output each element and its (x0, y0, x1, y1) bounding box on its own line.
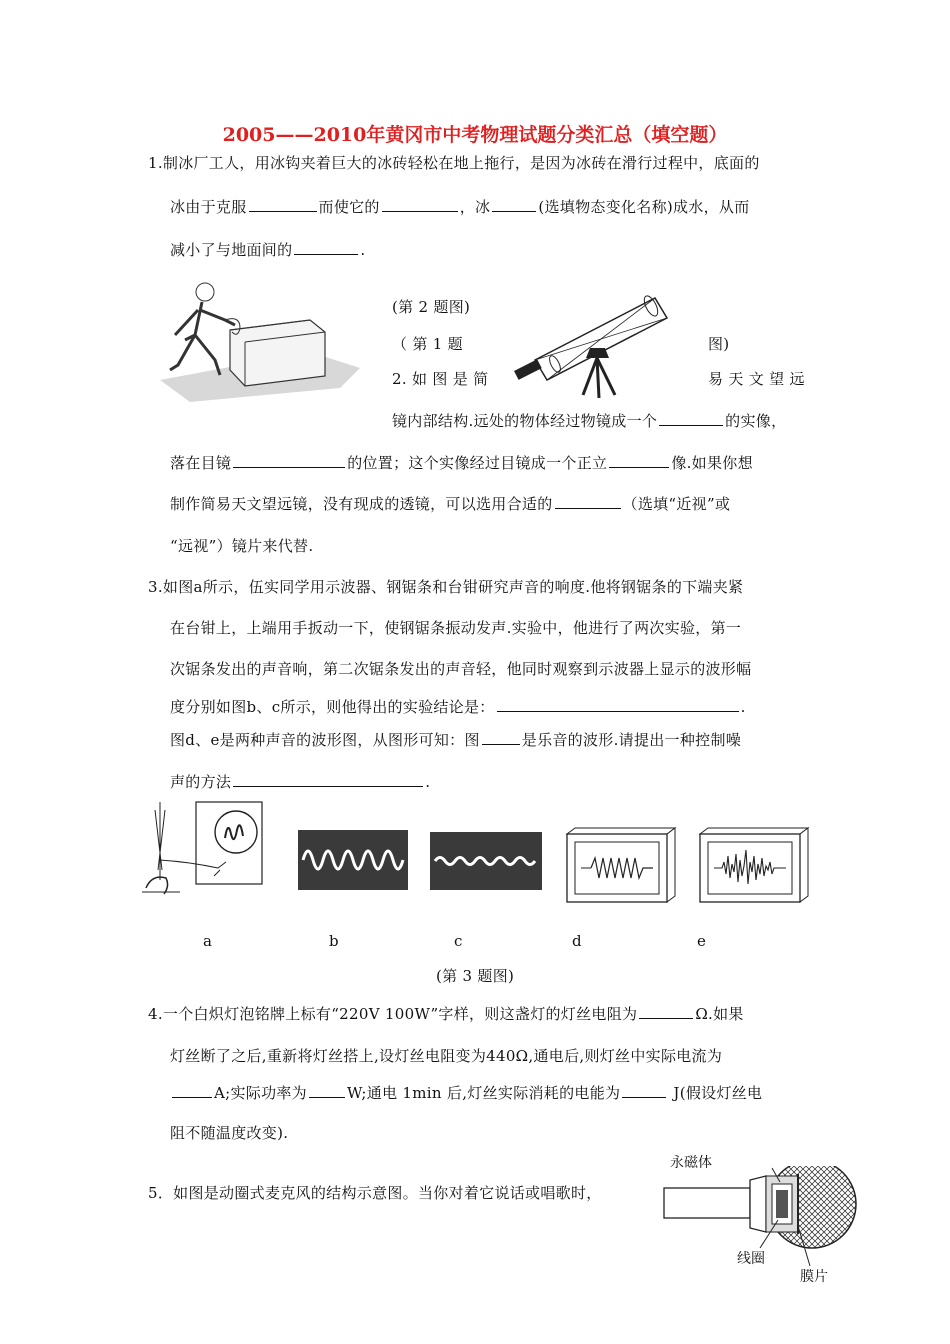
answer-blank (249, 197, 317, 212)
label-permanent-magnet: 永磁体 (670, 1155, 712, 1171)
answer-blank (639, 1004, 693, 1019)
q1-line-3 (170, 239, 365, 260)
fig2-caption: (第 2 题图) (392, 298, 471, 316)
q2-text: 的位置；这个实像经过目镜成一个正立 (347, 454, 608, 472)
q2-line-5: “远视”）镜片来代替. (170, 537, 314, 555)
figure-label-d: d (572, 932, 582, 950)
q2-line-1-left: 2. 如 图 是 简 (392, 370, 489, 388)
q3-text: . (425, 773, 431, 791)
q2-text: 镜内部结构.远处的物体经过物镜成一个 (392, 412, 658, 430)
answer-blank (609, 453, 669, 468)
q4-text: 4.一个白炽灯泡铭牌上标有“220V 100W”字样，则这盏灯的灯丝电阻为 (148, 1005, 638, 1023)
answer-blank (659, 411, 723, 426)
q2-line-4 (170, 493, 730, 514)
q3-text: . (740, 698, 746, 716)
q4-line-3 (170, 1082, 762, 1103)
answer-blank (555, 494, 621, 509)
answer-blank (497, 697, 739, 712)
q4-text: Ω.如果 (695, 1005, 744, 1023)
q4-text: A;实际功率为 (214, 1084, 307, 1102)
answer-blank (382, 197, 458, 212)
page-title: 2005——2010年黄冈市中考物理试题分类汇总（填空题） (222, 124, 728, 146)
q2-text: 制作简易天文望远镜，没有现成的透镜，可以选用合适的 (170, 495, 553, 513)
q2-line-1-right: 易 天 文 望 远 (708, 370, 805, 388)
figure-label-e: e (697, 932, 707, 950)
q4-line-1 (148, 1003, 744, 1024)
q2-text: 落在目镜 (170, 454, 232, 472)
q5-line-1: 5．如图是动圈式麦克风的结构示意图。当你对着它说话或唱歌时， (148, 1184, 602, 1202)
q3-line-4 (170, 696, 746, 717)
q3-text: 是乐音的波形.请提出一种控制噪 (521, 731, 742, 749)
q4-text: W;通电 1min 后,灯丝实际消耗的电能为 (347, 1084, 621, 1102)
answer-blank (492, 197, 536, 212)
q1-text: ，冰 (459, 198, 491, 216)
answer-blank (309, 1083, 345, 1098)
figure-label-a: a (203, 932, 213, 950)
q2-text: （选填“近视”或 (622, 495, 731, 513)
q1-text: . (360, 241, 366, 259)
answer-blank (294, 240, 358, 255)
label-diaphragm: 膜片 (800, 1269, 828, 1285)
q3-line-3: 次锯条发出的声音响，第二次锯条发出的声音轻，他同时观察到示波器上显示的波形幅 (170, 660, 752, 678)
q1-line-2 (170, 196, 750, 217)
answer-blank (233, 772, 423, 787)
q3-text: 声的方法 (170, 773, 232, 791)
figure-e-monitor (696, 826, 811, 904)
answer-blank (233, 453, 345, 468)
answer-blank (622, 1083, 666, 1098)
q4-line-4: 阻不随温度改变). (170, 1124, 289, 1142)
fig3-caption: (第 3 题图) (436, 967, 515, 985)
figure-label-b: b (329, 932, 339, 950)
q3-line-5 (170, 729, 741, 750)
q3-line-1: 3.如图a所示，伍实同学用示波器、钢锯条和台钳研究声音的响度.他将钢锯条的下端夹紧 (148, 578, 744, 596)
q3-text: 度分别如图b、c所示，则他得出的实验结论是： (170, 698, 495, 716)
figure-d-monitor (563, 826, 678, 904)
label-coil: 线圈 (737, 1251, 765, 1267)
q3-line-2: 在台钳上，上端用手扳动一下，使钢锯条振动发声.实验中，他进行了两次实验，第一 (170, 619, 742, 637)
q1-text: 减小了与地面间的 (170, 241, 293, 259)
q1-text: 而使它的 (318, 198, 380, 216)
fig1-caption-right: 图) (708, 335, 730, 353)
q2-text: 像.如果你想 (671, 454, 753, 472)
q2-line-2 (392, 410, 786, 431)
q3-text: 图d、e是两种声音的波形图，从图形可知：图 (170, 731, 480, 749)
fig1-caption-left: （ 第 1 题 (392, 335, 463, 353)
ice-worker-figure (160, 280, 380, 402)
figure-label-c: c (454, 932, 463, 950)
q4-text: J(假设灯丝电 (668, 1084, 763, 1102)
q1-text: 冰由于克服 (170, 198, 247, 216)
figure-b-waveform (298, 830, 408, 890)
q1-line-1: 1.制冰厂工人，用冰钩夹着巨大的冰砖轻松在地上拖行，是因为冰砖在滑行过程中，底面的 (148, 154, 760, 172)
figure-c-waveform (430, 832, 542, 890)
figure-a-oscilloscope-setup (140, 800, 268, 900)
answer-blank (482, 730, 520, 745)
q1-text: (选填物态变化名称)成水，从而 (538, 198, 750, 216)
telescope-figure (505, 280, 690, 400)
q3-line-6 (170, 771, 430, 792)
q2-text: 的实像， (725, 412, 787, 430)
answer-blank (172, 1083, 212, 1098)
q2-line-3 (170, 452, 753, 473)
q4-line-2: 灯丝断了之后,重新将灯丝搭上,设灯丝电阻变为440Ω,通电后,则灯丝中实际电流为 (170, 1047, 723, 1065)
